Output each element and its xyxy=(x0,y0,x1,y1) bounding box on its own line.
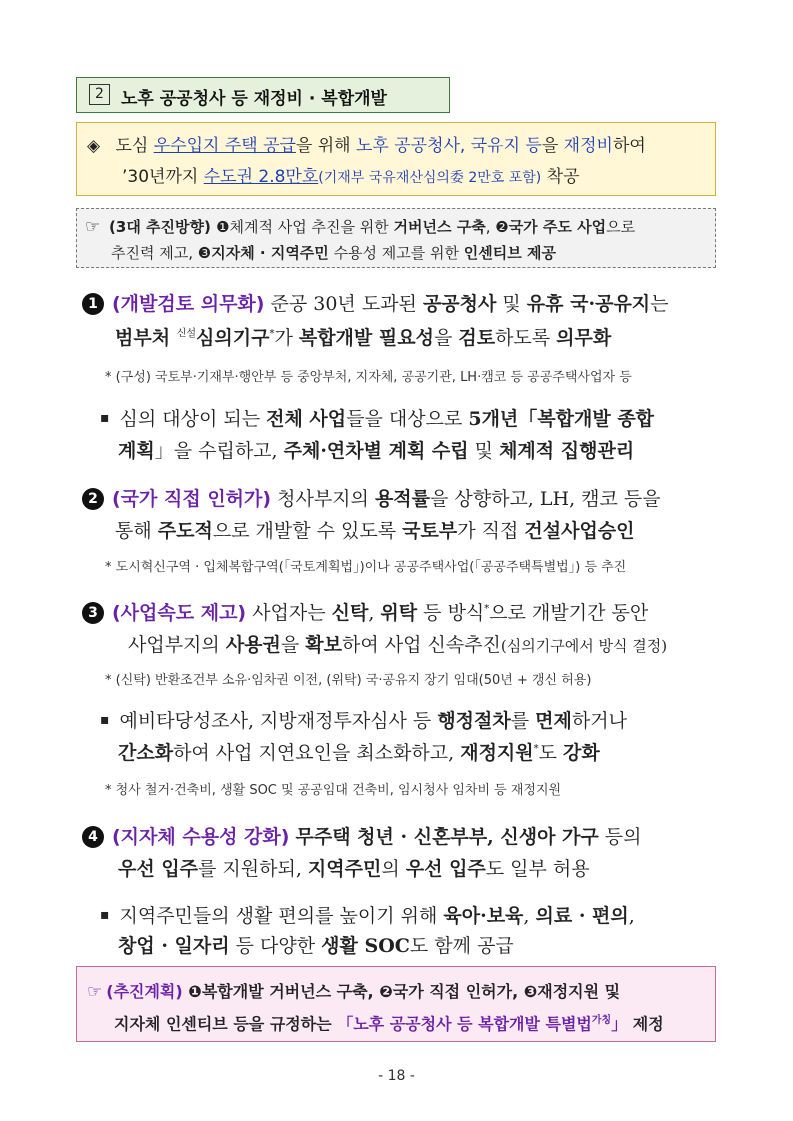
pointing-hand-icon: ☞ xyxy=(85,217,101,237)
item-3-note-2: * 청사 철거·건축비, 생활 SOC 및 공공임대 건축비, 임시청사 임차비 등 재정지원 xyxy=(105,783,562,798)
item-1-sub-line-2: 계획」을 수립하고, 주체·연차별 계획 수립 및 체계적 집행관리 xyxy=(118,440,635,462)
direction-box xyxy=(76,208,716,268)
square-bullet-icon: ▪ xyxy=(100,410,110,426)
summary-box xyxy=(76,122,716,196)
plan-box xyxy=(76,966,716,1042)
section-title-box xyxy=(76,77,450,113)
item-2-number: 2 xyxy=(82,488,104,510)
item-2-line-1: 2 (국가 직접 인허가) 청사부지의 용적률을 상향하고, LH, 캠코 등을 xyxy=(82,484,661,511)
direction-line-2: 추진력 제고, ❸지자체 · 지역주민 수용성 제고를 위한 인센티브 제공 xyxy=(111,244,556,262)
item-2-line-2: 통해 주도적으로 개발할 수 있도록 국토부가 직접 건설사업승인 xyxy=(115,520,635,542)
plan-line-1: ☞ (추진계획) ❶복합개발 거버넌스 구축, ❷국가 직접 인허가, ❸재정지원 및 xyxy=(87,982,621,1002)
item-4-line-1: 4 (지자체 수용성 강화) 무주택 청년 · 신혼부부, 신생아 가구 등의 xyxy=(82,822,642,849)
square-bullet-icon: ▪ xyxy=(100,712,110,728)
summary-line-2: ’30년까지 수도권 2.8만호(기재부 국유재산심의委 2만호 포함) 착공 xyxy=(122,167,580,187)
item-1-number: 1 xyxy=(82,293,104,315)
square-bullet-icon: ▪ xyxy=(100,907,110,923)
item-1-note: * (구성) 국토부·기재부·행안부 등 중앙부처, 지자체, 공공기관, LH·캠코 등 공공주택사업자 등 xyxy=(105,370,632,385)
pointing-hand-icon: ☞ xyxy=(87,982,103,1002)
plan-line-2: 지자체 인센티브 등을 규정하는 「노후 공공청사 등 복합개발 특별법$^{가칭}$」 제정 xyxy=(114,1014,664,1034)
item-3-note: * (신탁) 반환조건부 소유·임차권 이전, (위탁) 국·공유지 장기 임대(50년 + 갱신 허용) xyxy=(105,673,592,688)
item-2-note: * 도시혁신구역 · 입체복합구역(｢국토계획법｣)이나 공공주택사업(｢공공주택특별법｣) 등 추진 xyxy=(105,560,627,575)
section-number: 2 xyxy=(89,84,110,105)
page-number: - 18 - xyxy=(378,1068,415,1084)
item-1-line-1: 1 (개발검토 의무화) 준공 30년 도과된 공공청사 및 유휴 국·공유지는 xyxy=(82,289,669,316)
item-4-sub-line-2: 창업 · 일자리 등 다양한 생활 SOC도 함께 공급 xyxy=(118,935,514,957)
diamond-icon: ◈ xyxy=(87,136,101,156)
direction-line-1: ☞ (3대 추진방향) ❶체계적 사업 추진을 위한 거버넌스 구축, ❷국가 주도 사업으로 xyxy=(85,217,636,237)
item-1-line-2: 범부처 $^{신설}$심의기구*가 복합개발 필요성을 검토하도록 의무화 xyxy=(115,327,612,349)
item-3-line-2: 사업부지의 사용권을 확보하여 사업 신속추진(심의기구에서 방식 결정) xyxy=(128,634,668,656)
item-3-sub-line-1: ▪ 예비타당성조사, 지방재정투자심사 등 행정절차를 면제하거나 xyxy=(100,710,627,732)
item-3-number: 3 xyxy=(82,602,104,624)
item-4-sub-line-1: ▪ 지역주민들의 생활 편의를 높이기 위해 육아·보육, 의료 · 편의, xyxy=(100,905,635,927)
item-3-line-1: 3 (사업속도 제고) 사업자는 신탁, 위탁 등 방식*으로 개발기간 동안 xyxy=(82,598,648,625)
item-3-sub-line-2: 간소화하여 사업 지연요인을 최소화하고, 재정지원*도 강화 xyxy=(118,742,600,764)
item-4-line-2: 우선 입주를 지원하되, 지역주민의 우선 입주도 일부 허용 xyxy=(118,858,590,880)
item-1-sub-line-1: ▪ 심의 대상이 되는 전체 사업들을 대상으로 5개년「복합개발 종합 xyxy=(100,408,655,430)
item-4-number: 4 xyxy=(82,826,104,848)
summary-line-1: ◈ 도심 우수입지 주택 공급을 위해 노후 공공청사, 국유지 등을 재정비하여 xyxy=(87,136,646,156)
section-title: 노후 공공청사 등 재정비 · 복합개발 xyxy=(121,89,387,109)
